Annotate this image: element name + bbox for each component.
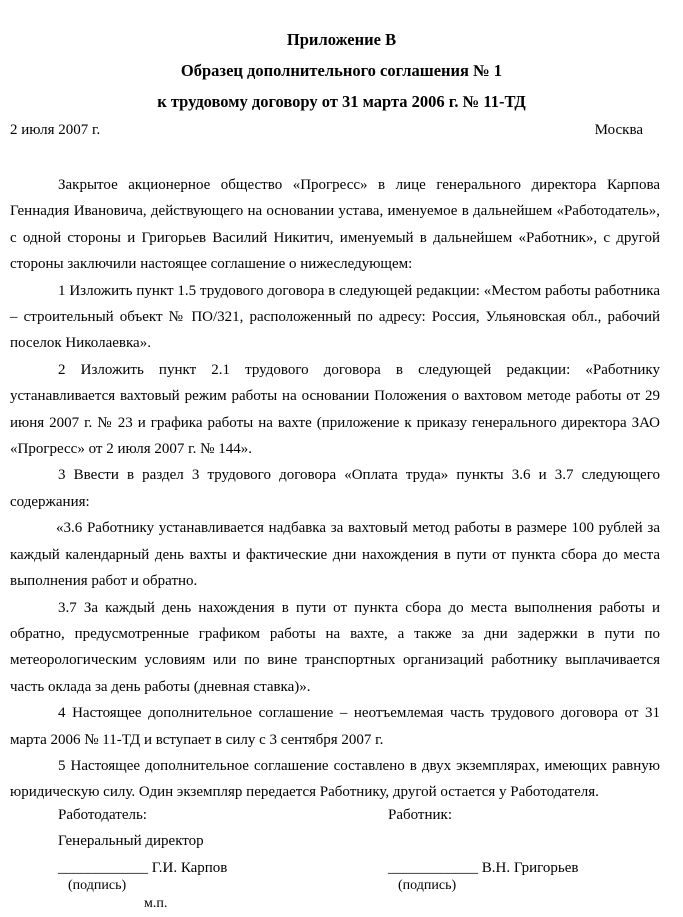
clause-2: 2 Изложить пункт 2.1 трудового договора в следующей редакции: «Работнику устанавливается вахтовый режим работы на основании Положения о вахтовом методе работы от 29 июня 2007 г. № 23 и графика работы на вахте (приложение к приказу генерального директора ЗАО «Прогресс» от 2 июля 2007 г. № 144». [10,361,660,458]
employee-signature-caption: (подпись) [398,878,457,893]
clause-3-7: 3.7 За каждый день нахождения в пути от пункта сбора до места выполнения работы и обратно, предусмотренные графиком работы на вахте, а также за дни задержки в пути по метеорологическим условиям или по вине транспортных организаций работнику выплачивается часть оклада за день работы (дневная ставка)». [10,599,660,695]
preamble-paragraph: Закрытое акционерное общество «Прогресс» в лице генерального директора Карпова Геннадия Ивановича, действующего на основании устава, именуемое в дальнейшем «Работодатель», с одной стороны и Григорьев Василий Никитич, именуемый в дальнейшем «Работник», с другой стороны заключили настоящее соглашение о нижеследующем: [10,177,660,273]
clause-4: 4 Настоящее дополнительное соглашение – неотъемлемая часть трудового договора от 31 марта 2006 № 11-ТД и вступает в силу с 3 сентября 2007 г. [10,705,660,748]
clause-5: 5 Настоящее дополнительное соглашение составлено в двух экземплярах, имеющих равную юридическую силу. Один экземпляр передается Работнику, другой остается у Работодателя. [10,757,660,801]
clause-3-6: «3.6 Работнику устанавливается надбавка за вахтовый метод работы в размере 100 рублей за каждый календарный день вахты и фактические дни нахождения в пути от пункта сбора до места выполнения работ и обратно. [10,520,660,590]
employer-label: Работодатель: [58,807,147,823]
appendix-heading: Приложение В [286,30,397,49]
employee-signature-line: ____________ В.Н. Григорьев [388,860,579,876]
document-city: Москва [594,122,643,138]
employer-position: Генеральный директор [58,833,204,849]
document-date: 2 июля 2007 г. [10,122,101,138]
document-title-line1: Образец дополнительного соглашения № 1 [180,61,503,80]
document-title-line2: к трудовому договору от 31 марта 2006 г. № 11-ТД [157,92,526,111]
stamp-place: м.п. [144,896,168,911]
clause-3: 3 Ввести в раздел 3 трудового договора «Оплата труда» пункты 3.6 и 3.7 следующего содержания: [10,467,660,510]
employer-signature-caption: (подпись) [68,878,127,893]
document-body [10,172,660,806]
clause-1: 1 Изложить пункт 1.5 трудового договора в следующей редакции: «Местом работы работника – строительный объект № ПО/321, расположенный по адресу: Россия, Ульяновская обл., рабочий поселок Николаевка». [10,282,660,352]
employee-label: Работник: [388,807,452,823]
employer-signature-line: ____________ Г.И. Карпов [58,860,228,876]
